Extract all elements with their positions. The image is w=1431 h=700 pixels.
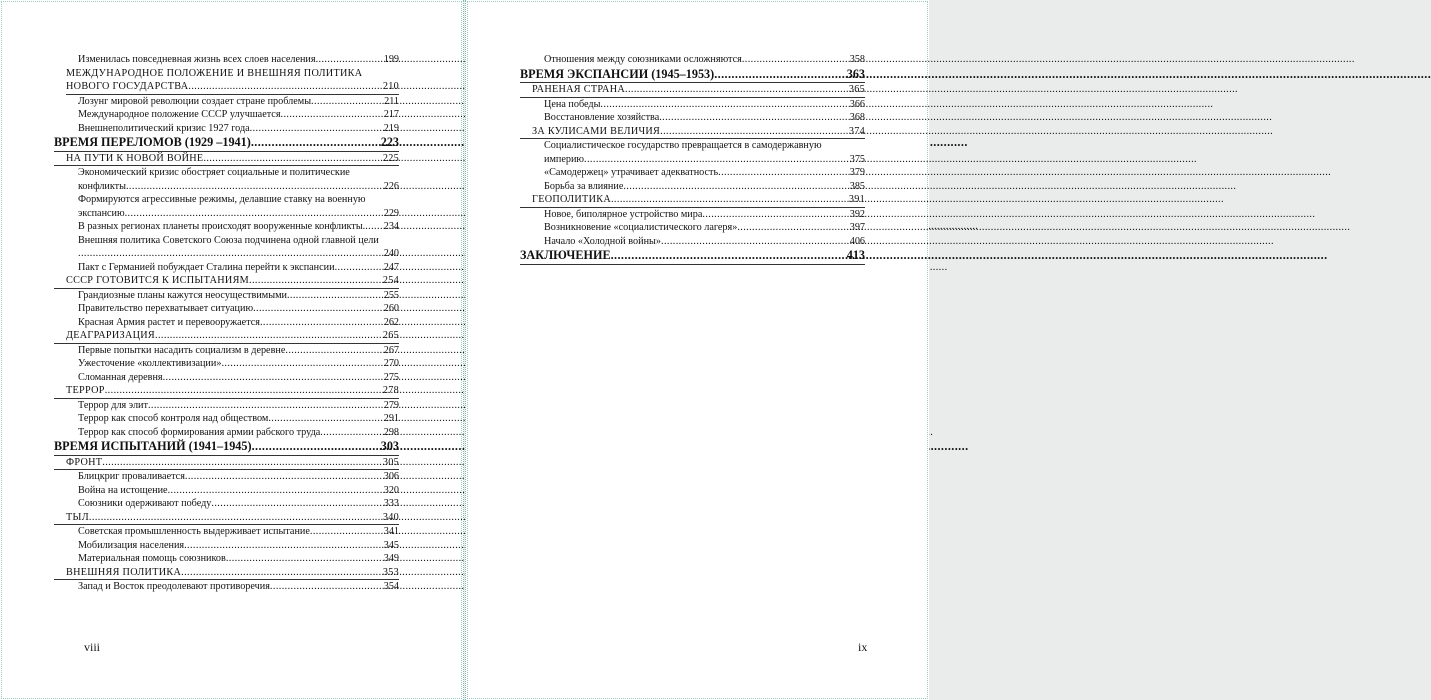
toc-page-number: 278 bbox=[382, 385, 399, 397]
toc-section-entry[interactable] bbox=[54, 152, 399, 167]
toc-entry-title: Материальная помощь союзников bbox=[78, 553, 226, 565]
toc-entry-title: империю bbox=[544, 153, 585, 165]
toc-entry-title: Запад и Восток преодолевают противоречия bbox=[78, 581, 270, 593]
toc-subsection-entry[interactable] bbox=[520, 180, 865, 194]
dot-leader bbox=[659, 111, 850, 124]
toc-subsection-entry[interactable] bbox=[54, 470, 399, 484]
dot-leader bbox=[310, 525, 384, 538]
toc-entry-title-line: Внешняя политика Советского Союза подчинена одной главной цели bbox=[78, 234, 379, 246]
toc-part-entry[interactable] bbox=[520, 67, 865, 84]
toc-page-number: 305 bbox=[382, 456, 399, 468]
toc-entry-title: ВРЕМЯ ИСПЫТАНИЙ (1941–1945) bbox=[54, 439, 252, 453]
toc-page-number: 365 bbox=[848, 84, 865, 96]
toc-page-number: 240 bbox=[383, 248, 399, 260]
toc-entry-title: Террор как способ контроля над обществом bbox=[78, 413, 269, 425]
dot-leader bbox=[249, 274, 383, 287]
dot-leader bbox=[660, 125, 849, 138]
toc-entry-title: Внешнеполитический кризис 1927 года bbox=[78, 122, 250, 134]
page-number: viii bbox=[84, 640, 101, 654]
dot-leader bbox=[126, 180, 384, 193]
dot-leader bbox=[155, 329, 383, 342]
dot-leader bbox=[211, 497, 383, 510]
toc-page-number: 353 bbox=[382, 566, 399, 578]
toc-subsection-entry[interactable] bbox=[54, 234, 399, 261]
toc-entry-title: Ужесточение «коллективизации» bbox=[78, 358, 222, 370]
toc-page-number: 262 bbox=[383, 316, 399, 328]
toc-entry-title: ФРОНТ bbox=[66, 456, 103, 468]
toc-page-number: 211 bbox=[384, 95, 399, 107]
dot-leader bbox=[320, 426, 383, 439]
toc-entry-title: ВРЕМЯ ЭКСПАНСИИ (1945–1953) bbox=[520, 66, 715, 81]
toc-entry-title: Террор как способ формирования армии рабского труда bbox=[78, 426, 321, 438]
dot-leader bbox=[102, 456, 383, 469]
toc-page-number: 354 bbox=[383, 581, 399, 593]
dot-leader bbox=[270, 580, 384, 593]
toc-page-number: 267 bbox=[383, 344, 399, 356]
toc-page-number: 270 bbox=[383, 358, 399, 370]
toc-entry-title: ТЫЛ bbox=[66, 511, 89, 523]
toc-entry-title: Красная Армия растет и перевооружается bbox=[78, 316, 260, 328]
toc-section-entry[interactable] bbox=[54, 384, 399, 399]
toc-entry-title: ДЕАГРАРИЗАЦИЯ bbox=[66, 330, 156, 342]
left-page bbox=[0, 0, 464, 700]
toc-entry-title: Правительство перехватывает ситуацию bbox=[78, 303, 254, 315]
toc-page-number: 341 bbox=[383, 526, 399, 538]
toc-entry-title: Грандиозные планы кажутся неосуществимыми bbox=[78, 289, 287, 301]
dot-leader bbox=[250, 122, 384, 135]
toc-subsection-entry[interactable] bbox=[520, 53, 865, 67]
toc-entry-title: «Самодержец» утрачивает адекватность bbox=[544, 167, 719, 179]
dot-leader bbox=[737, 221, 849, 234]
dot-leader bbox=[253, 302, 384, 315]
toc-page-number: 210 bbox=[382, 81, 399, 93]
dot-leader bbox=[611, 193, 849, 206]
dot-leader bbox=[163, 371, 384, 384]
dot-leader bbox=[611, 248, 847, 264]
dot-leader bbox=[181, 566, 383, 579]
toc-page-number: 260 bbox=[383, 303, 399, 315]
toc-part-entry[interactable] bbox=[54, 135, 399, 152]
toc-page-number: 368 bbox=[849, 112, 865, 124]
toc-page-number: 406 bbox=[849, 235, 865, 247]
toc-page-number: 385 bbox=[849, 180, 865, 192]
dot-leader bbox=[335, 261, 384, 274]
dot-leader bbox=[185, 470, 384, 483]
toc-subsection-entry[interactable] bbox=[54, 289, 399, 303]
toc-page-number: 223 bbox=[380, 135, 399, 149]
toc-page-number: 333 bbox=[383, 498, 399, 510]
toc-entry-title: Цена победы bbox=[544, 98, 601, 110]
toc-entry-title: Мобилизация населения bbox=[78, 539, 185, 551]
page-number: ix bbox=[858, 640, 868, 654]
toc-page-number: 275 bbox=[383, 371, 399, 383]
toc-subsection-entry[interactable] bbox=[54, 412, 399, 426]
toc-page-number: 391 bbox=[848, 194, 865, 206]
toc-page-number: 291 bbox=[383, 413, 399, 425]
toc-entry-title: экспансию bbox=[78, 207, 125, 219]
toc-entry-title: СССР ГОТОВИТСЯ К ИСПЫТАНИЯМ bbox=[66, 275, 250, 287]
dot-leader bbox=[188, 80, 382, 93]
toc-entry-title: РАНЕНАЯ СТРАНА bbox=[532, 84, 626, 96]
toc-subsection-entry[interactable] bbox=[54, 426, 399, 440]
toc-subsection-entry[interactable] bbox=[54, 108, 399, 122]
toc-subsection-entry[interactable] bbox=[54, 261, 399, 275]
dot-leader bbox=[714, 67, 847, 83]
toc-entry-title: В разных регионах планеты происходят вооруженные конфликты. bbox=[78, 221, 366, 233]
toc-entry-title: ТЕРРОР bbox=[66, 385, 105, 397]
toc-subsection-entry[interactable] bbox=[54, 302, 399, 316]
toc-page-number: 229 bbox=[383, 207, 399, 219]
dot-leader bbox=[600, 98, 849, 111]
toc-entry-title: конфликты bbox=[78, 180, 126, 192]
toc-page-number: 358 bbox=[849, 54, 865, 66]
toc-page-number: 366 bbox=[849, 98, 865, 110]
toc-subsection-entry[interactable] bbox=[54, 357, 399, 371]
toc-subsection-entry[interactable] bbox=[520, 139, 865, 166]
dot-leader bbox=[168, 484, 384, 497]
toc-entry-title: Начало «Холодной войны» bbox=[544, 235, 661, 247]
toc-page-number: 254 bbox=[382, 275, 399, 287]
dot-leader bbox=[718, 166, 850, 179]
toc-subsection-entry[interactable] bbox=[54, 399, 399, 413]
toc-subsection-entry[interactable] bbox=[54, 193, 399, 220]
toc-section-entry[interactable] bbox=[54, 329, 399, 344]
toc-entry-title: Блицкриг проваливается bbox=[78, 471, 185, 483]
dot-leader bbox=[311, 95, 384, 108]
toc-entry-title: Лозунг мировой революции создает стране проблемы bbox=[78, 95, 312, 107]
toc-entry-title: Союзники одерживают победу bbox=[78, 498, 212, 510]
dot-leader bbox=[268, 412, 383, 425]
table-of-contents-left bbox=[54, 53, 399, 594]
toc-entry-title: Отношения между союзниками осложняются bbox=[544, 54, 742, 66]
dot-leader bbox=[285, 344, 383, 357]
toc-page-number: 234 bbox=[383, 221, 399, 233]
dot-leader bbox=[702, 208, 849, 221]
toc-entry-title: ВРЕМЯ ПЕРЕЛОМОВ (1929 –1941) bbox=[54, 135, 251, 149]
toc-page-number: 320 bbox=[383, 484, 399, 496]
toc-section-entry[interactable] bbox=[54, 566, 399, 581]
toc-page-number: 225 bbox=[382, 152, 399, 164]
toc-subsection-entry[interactable] bbox=[54, 166, 399, 193]
toc-entry-title-line: Экономический кризис обостряет социальные и политические bbox=[78, 167, 350, 178]
dot-leader bbox=[742, 53, 850, 66]
toc-entry-title-line: Социалистическое государство превращается в самодержавную bbox=[544, 140, 822, 151]
dot-leader bbox=[287, 289, 384, 302]
toc-subsection-entry[interactable] bbox=[54, 539, 399, 553]
toc-entry-title: Возникновение «социалистического лагеря» bbox=[544, 222, 738, 234]
toc-page-number: 199 bbox=[383, 54, 399, 66]
toc-entry-title: Пакт с Германией побуждает Сталина перейти к экспансии bbox=[78, 261, 335, 273]
toc-page-number: 265 bbox=[382, 330, 399, 342]
dot-leader bbox=[623, 180, 849, 193]
right-page bbox=[465, 0, 929, 700]
toc-subsection-entry[interactable] bbox=[54, 316, 399, 330]
toc-page-number: 298 bbox=[383, 426, 399, 438]
toc-section-entry[interactable] bbox=[54, 511, 399, 526]
dot-leader bbox=[226, 552, 384, 565]
toc-entry-title: НА ПУТИ К НОВОЙ ВОЙНЕ bbox=[66, 152, 204, 164]
toc-subsection-entry[interactable] bbox=[54, 95, 399, 109]
toc-part-entry[interactable] bbox=[54, 439, 399, 456]
toc-subsection-entry[interactable] bbox=[54, 53, 399, 67]
toc-page-number: 349 bbox=[383, 553, 399, 565]
toc-page-number: 306 bbox=[383, 471, 399, 483]
toc-page-number: 226 bbox=[383, 180, 399, 192]
toc-entry-title: ЗАКЛЮЧЕНИЕ bbox=[520, 248, 611, 262]
toc-section-entry[interactable] bbox=[520, 83, 865, 98]
toc-entry-title-line: МЕЖДУНАРОДНОЕ ПОЛОЖЕНИЕ И ВНЕШНЯЯ ПОЛИТИКА bbox=[66, 67, 363, 79]
toc-subsection-entry[interactable] bbox=[520, 166, 865, 180]
toc-entry-title: Новое, биполярное устройство мира bbox=[544, 208, 703, 220]
toc-entry-title: Изменилась повседневная жизнь всех слоев населения bbox=[78, 54, 316, 66]
toc-subsection-entry[interactable] bbox=[520, 208, 865, 222]
toc-page-number: 374 bbox=[848, 125, 865, 137]
toc-subsection-entry[interactable] bbox=[54, 497, 399, 511]
toc-entry-title: Борьба за влияние bbox=[544, 180, 624, 192]
toc-page-number: 413 bbox=[846, 248, 865, 262]
toc-section-entry[interactable] bbox=[54, 67, 399, 95]
toc-page-number: 379 bbox=[849, 167, 865, 179]
dot-leader bbox=[260, 316, 384, 329]
dot-leader bbox=[78, 247, 384, 260]
table-of-contents-right bbox=[520, 53, 865, 265]
toc-section-entry[interactable] bbox=[54, 274, 399, 289]
toc-subsection-entry[interactable] bbox=[520, 111, 865, 125]
dot-leader bbox=[125, 207, 384, 220]
toc-entry-title: Первые попытки насадить социализм в деревне bbox=[78, 344, 286, 356]
toc-subsection-entry[interactable] bbox=[520, 235, 865, 249]
toc-entry-title: Сломанная деревня bbox=[78, 371, 163, 383]
toc-section-entry[interactable] bbox=[520, 193, 865, 208]
dot-leader bbox=[365, 220, 384, 233]
toc-page-number: 340 bbox=[382, 511, 399, 523]
toc-page-number: 279 bbox=[383, 399, 399, 411]
toc-subsection-entry[interactable] bbox=[54, 580, 399, 594]
toc-entry-title: Советская промышленность выдерживает испытание bbox=[78, 526, 310, 538]
dot-leader bbox=[625, 83, 849, 96]
dot-leader bbox=[148, 399, 384, 412]
toc-page-number: 397 bbox=[849, 222, 865, 234]
toc-page-number: 219 bbox=[383, 122, 399, 134]
toc-entry-title: Война на истощение bbox=[78, 484, 168, 496]
toc-entry-title: НОВОГО ГОСУДАРСТВА bbox=[66, 81, 189, 93]
toc-entry-title: Восстановление хозяйства bbox=[544, 112, 660, 124]
dot-leader bbox=[251, 135, 381, 151]
toc-subsection-entry[interactable] bbox=[54, 525, 399, 539]
toc-section-entry[interactable] bbox=[520, 125, 865, 140]
toc-subsection-entry[interactable] bbox=[54, 484, 399, 498]
toc-subsection-entry[interactable] bbox=[54, 371, 399, 385]
dot-leader bbox=[252, 439, 381, 455]
toc-subsection-entry[interactable] bbox=[54, 344, 399, 358]
toc-page-number: 303 bbox=[380, 439, 399, 453]
toc-page-number: 345 bbox=[383, 539, 399, 551]
toc-page-number: 217 bbox=[383, 109, 399, 121]
toc-subsection-entry[interactable] bbox=[54, 552, 399, 566]
dot-leader bbox=[184, 539, 384, 552]
dot-leader bbox=[105, 384, 383, 397]
dot-leader bbox=[661, 235, 850, 248]
toc-page-number: 363 bbox=[846, 66, 865, 81]
toc-entry-title: ВНЕШНЯЯ ПОЛИТИКА bbox=[66, 566, 182, 578]
toc-subsection-entry[interactable] bbox=[520, 98, 865, 112]
dot-leader bbox=[281, 108, 384, 121]
toc-entry-title: ЗА КУЛИСАМИ ВЕЛИЧИЯ bbox=[532, 125, 661, 137]
toc-subsection-entry[interactable] bbox=[520, 221, 865, 235]
toc-part-entry[interactable] bbox=[520, 248, 865, 265]
toc-page-number: 375 bbox=[849, 153, 865, 165]
toc-page-number: 247 bbox=[383, 261, 399, 273]
dot-leader bbox=[203, 152, 382, 165]
toc-subsection-entry[interactable] bbox=[54, 122, 399, 136]
dot-leader bbox=[221, 357, 383, 370]
toc-page-number: 255 bbox=[383, 289, 399, 301]
toc-entry-title: Террор для элит bbox=[78, 399, 148, 411]
dot-leader bbox=[584, 153, 850, 166]
toc-page-number: 392 bbox=[849, 208, 865, 220]
toc-entry-title-line: Формируются агрессивные режимы, делавшие ставку на военную bbox=[78, 194, 366, 205]
dot-leader bbox=[89, 511, 383, 524]
toc-section-entry[interactable] bbox=[54, 456, 399, 471]
toc-entry-title: ГЕОПОЛИТИКА bbox=[532, 194, 611, 206]
dot-leader bbox=[316, 53, 384, 66]
toc-subsection-entry[interactable] bbox=[54, 220, 399, 234]
toc-entry-title: Международное положение СССР улучшается bbox=[78, 109, 281, 121]
